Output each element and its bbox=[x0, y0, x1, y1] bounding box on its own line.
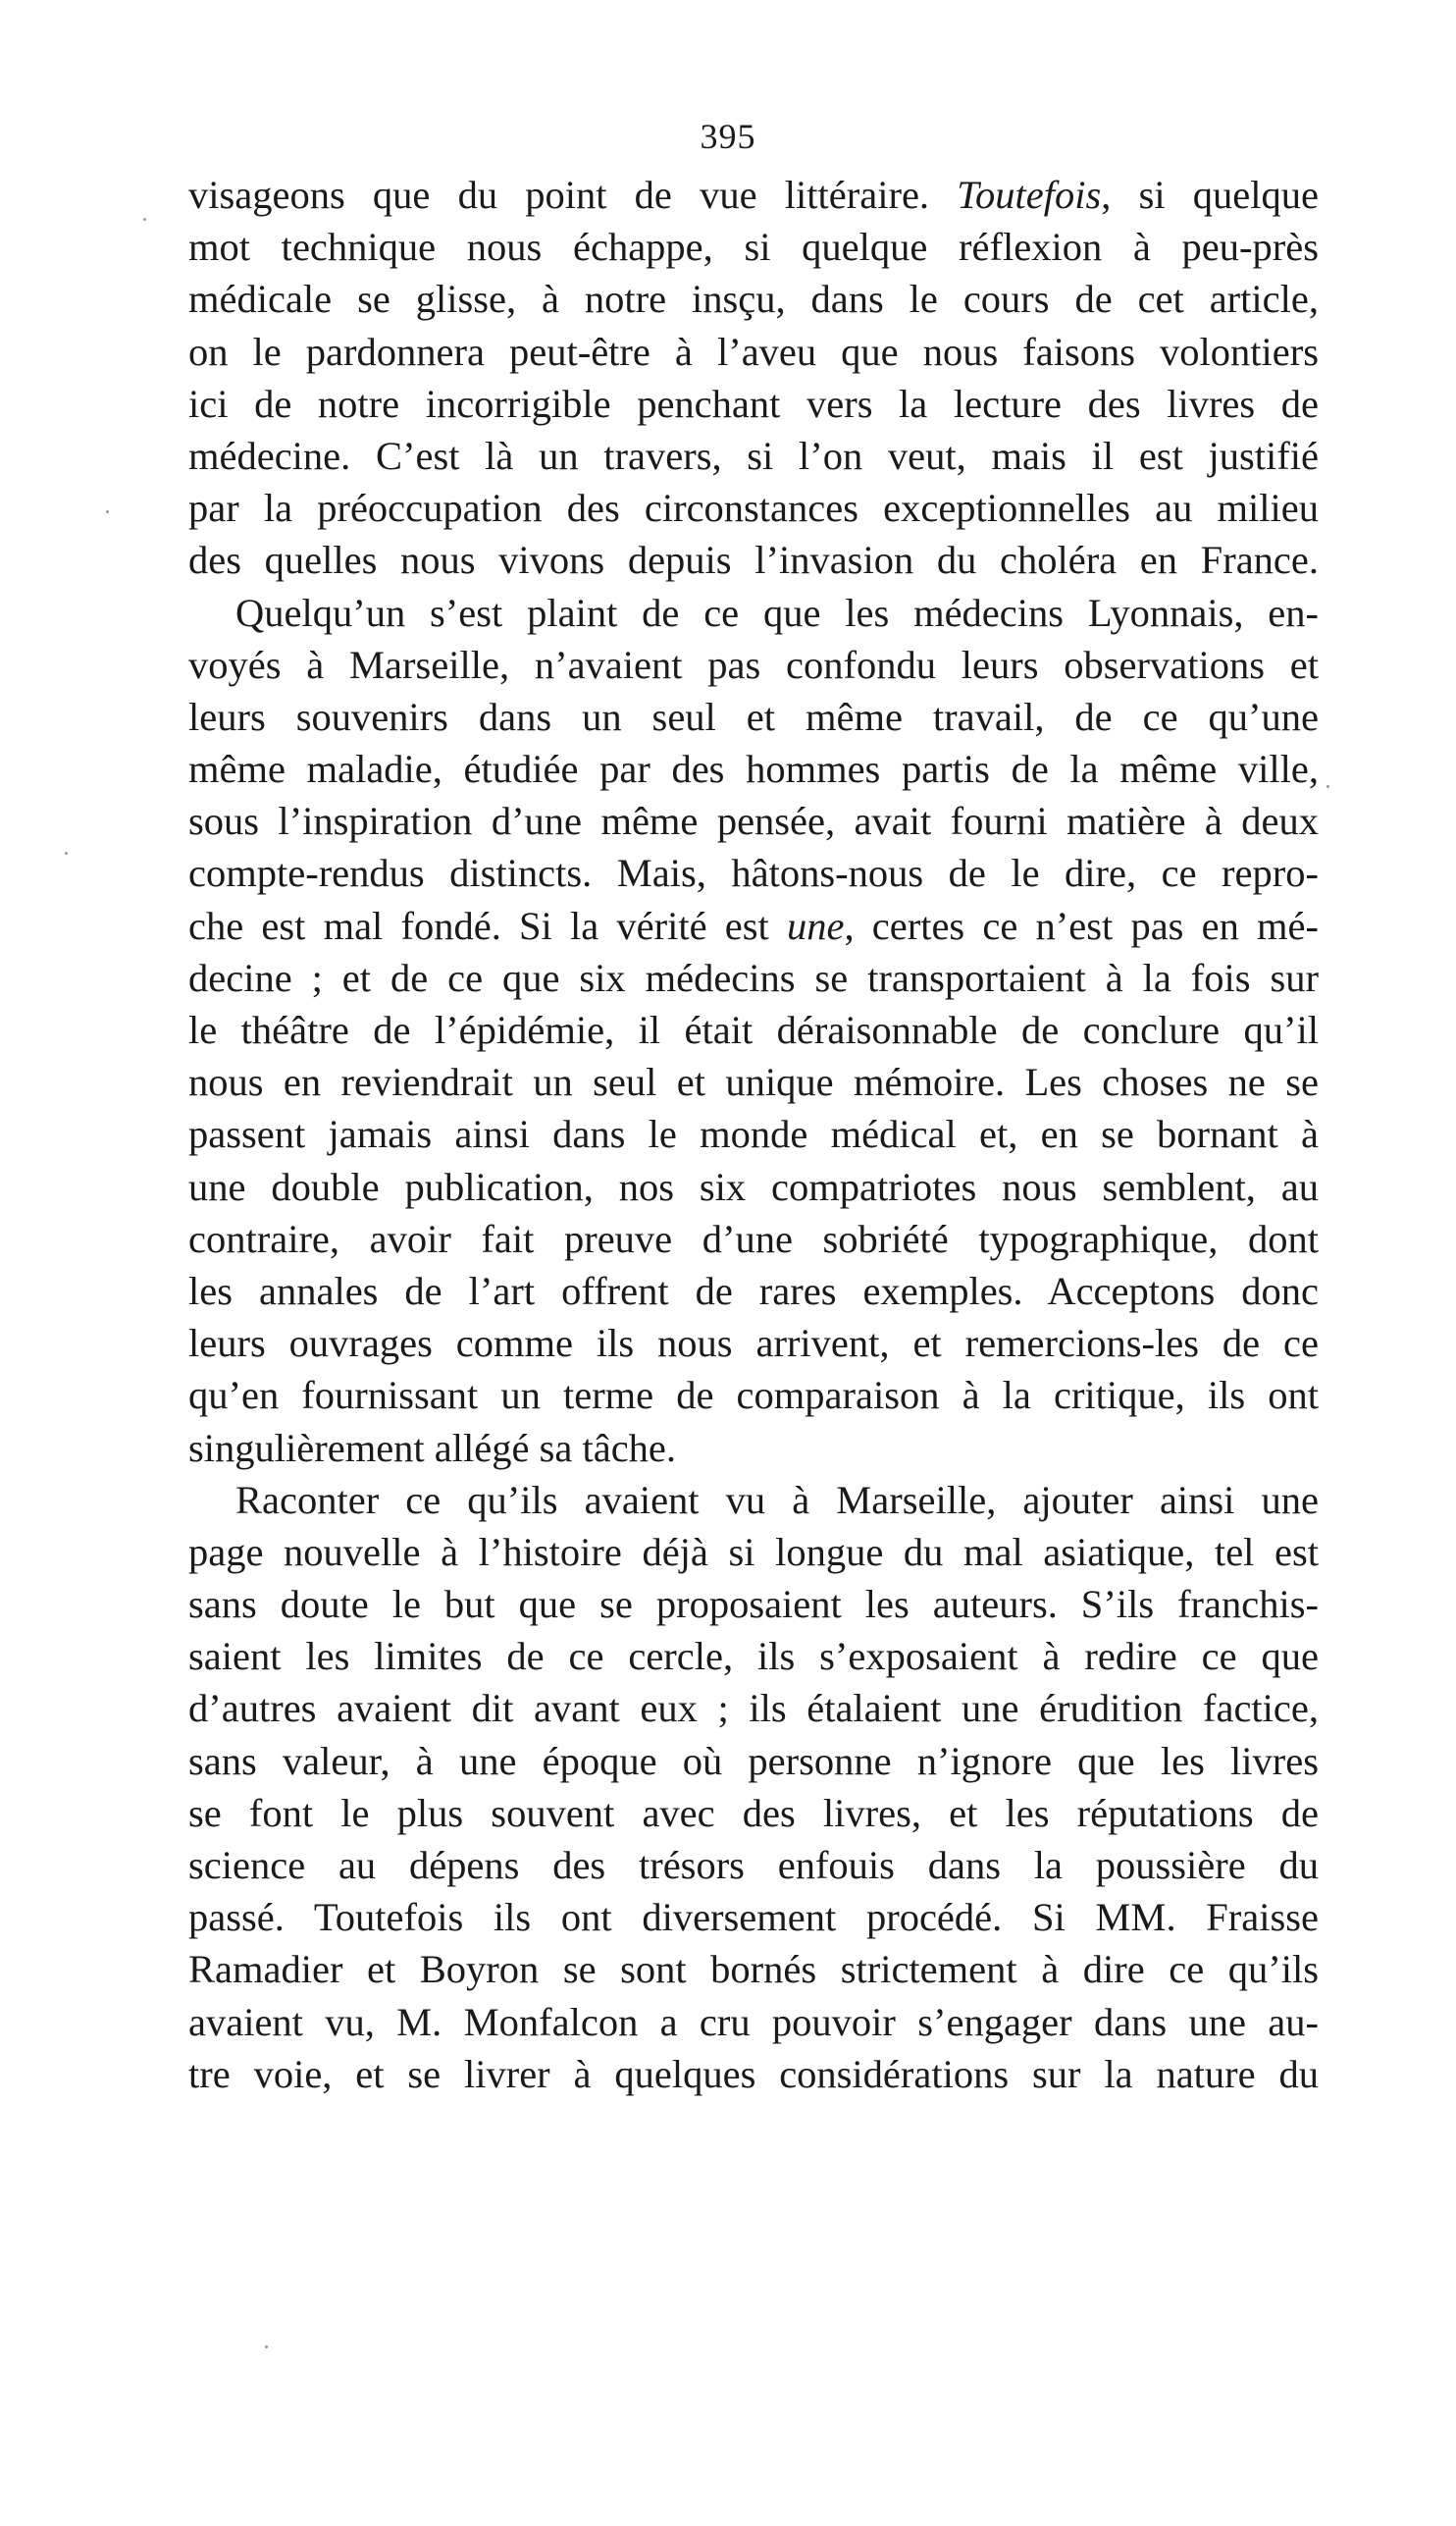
text-line: une double publication, nos six compatriotes nous semblent, au bbox=[188, 1164, 1319, 1209]
text-line: voyés à Marseille, n’avaient pas confondu leurs observations et bbox=[188, 642, 1319, 687]
paragraph-1 bbox=[188, 169, 1319, 587]
text-line: on le pardonnera peut-être à l’aveu que nous faisons volontiers bbox=[188, 329, 1319, 374]
text-line: mot technique nous échappe, si quelque réflexion à peu-près bbox=[188, 225, 1319, 270]
text-line: sans doute le but que se proposaient les auteurs. S’ils franchis- bbox=[188, 1582, 1319, 1627]
text-line: decine ; et de ce que six médecins se transportaient à la fois sur bbox=[188, 955, 1319, 1000]
text-line: des quelles nous vivons depuis l’invasion du choléra en France. bbox=[188, 538, 1319, 583]
text-line: tre voie, et se livrer à quelques considérations sur la nature du bbox=[188, 2051, 1319, 2096]
text-line: leurs ouvrages comme ils nous arrivent, et remercions-les de ce bbox=[188, 1321, 1319, 1366]
scan-speck bbox=[143, 218, 146, 221]
text-line: par la préoccupation des circonstances exceptionnelles au milieu bbox=[188, 486, 1319, 531]
text-line: qu’en fournissant un terme de comparaison à la critique, ils ont bbox=[188, 1373, 1319, 1418]
text-line: se font le plus souvent avec des livres, et les réputations de bbox=[188, 1790, 1319, 1835]
text-line: passé. Toutefois ils ont diversement procédé. Si MM. Fraisse bbox=[188, 1895, 1319, 1940]
text-line: contraire, avoir fait preuve d’une sobriété typographique, dont bbox=[188, 1216, 1319, 1261]
text-line: ici de notre incorrigible penchant vers la lecture des livres de bbox=[188, 381, 1319, 426]
scan-speck bbox=[65, 852, 68, 855]
text-line: compte-rendus distincts. Mais, hâtons-nous de le dire, ce repro- bbox=[188, 851, 1319, 896]
body-text bbox=[188, 169, 1319, 2100]
text-line: saient les limites de ce cercle, ils s’exposaient à redire ce que bbox=[188, 1634, 1319, 1679]
text-line: visageons que du point de vue littéraire. Toutefois, si quelque bbox=[188, 173, 1320, 217]
text-line: science au dépens des trésors enfouis dans la poussière du bbox=[188, 1843, 1319, 1887]
scan-speck bbox=[265, 2345, 268, 2348]
text-line: Ramadier et Boyron se sont bornés strictement à dire ce qu’ils bbox=[188, 1947, 1319, 1992]
text-line: passent jamais ainsi dans le monde médical et, en se bornant à bbox=[188, 1112, 1319, 1157]
text-line: d’autres avaient dit avant eux ; ils étalaient une érudition factice, bbox=[188, 1686, 1319, 1731]
text-line: che est mal fondé. Si la vérité est une, certes ce n’est pas en mé- bbox=[188, 903, 1319, 948]
text-line: sans valeur, à une époque où personne n’ignore que les livres bbox=[188, 1738, 1319, 1783]
text-line: nous en reviendrait un seul et unique mémoire. Les choses ne se bbox=[188, 1060, 1319, 1105]
text-line: Raconter ce qu’ils avaient vu à Marseille, ajouter ainsi une bbox=[235, 1477, 1319, 1522]
text-line: le théâtre de l’épidémie, il était déraisonnable de conclure qu’il bbox=[188, 1008, 1319, 1052]
text-line: leurs souvenirs dans un seul et même travail, de ce qu’une bbox=[188, 694, 1319, 739]
text-line: page nouvelle à l’histoire déjà si longue du mal asiatique, tel est bbox=[188, 1529, 1319, 1574]
paragraph-3 bbox=[188, 1474, 1319, 2100]
text-line: les annales de l’art offrent de rares exemples. Acceptons donc bbox=[188, 1268, 1319, 1313]
text-line: Quelqu’un s’est plaint de ce que les médecins Lyonnais, en- bbox=[235, 590, 1319, 635]
text-line: sous l’inspiration d’une même pensée, avait fourni matière à deux bbox=[188, 799, 1319, 844]
text-line: même maladie, étudiée par des hommes partis de la même ville, bbox=[188, 747, 1319, 792]
text-line: singulièrement allégé sa tâche. bbox=[188, 1425, 677, 1470]
text-line: médecine. C’est là un travers, si l’on veut, mais il est justifié bbox=[188, 433, 1319, 478]
scan-speck bbox=[106, 510, 109, 513]
text-line: avaient vu, M. Monfalcon a cru pouvoir s’engager dans une au- bbox=[188, 1999, 1319, 2044]
page-number: 395 bbox=[700, 117, 756, 156]
scan-speck bbox=[1326, 785, 1329, 788]
paragraph-2 bbox=[188, 587, 1319, 1474]
text-line: médicale se glisse, à notre insçu, dans le cours de cet article, bbox=[188, 277, 1319, 322]
